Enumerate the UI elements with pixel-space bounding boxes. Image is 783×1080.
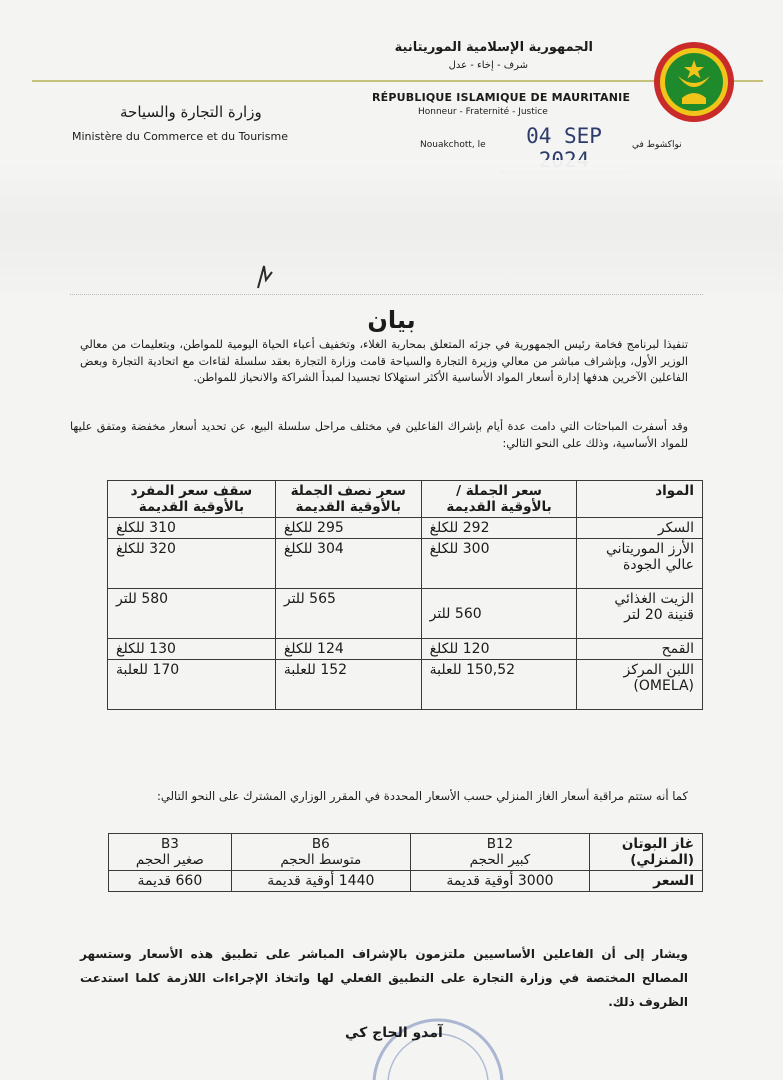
gas-price-table — [108, 833, 703, 892]
closing-paragraph: ويشار إلى أن الفاعلين الأساسيين ملتزمون بالإشراف المباشر على تطبيق هذه الأسعار وستسهر المصالح المختصة في وزارة التجارة على التطبيق الفعلي لها واتخاذ الإجراءات اللازمة كلما استدعت الظروف ذلك. — [80, 947, 688, 1009]
header-cell: سعر نصف الجملة بالأوقية القديمة — [275, 481, 421, 518]
table-row — [109, 871, 703, 892]
size-code: B12 — [486, 836, 514, 852]
gas-header-label: غاز البوتان (المنزلي) — [590, 834, 703, 871]
price-cell: 295 للكلغ — [275, 518, 421, 539]
price-cell: 130 للكلغ — [108, 639, 276, 660]
product-cell: السكر — [577, 518, 703, 539]
official-stamp-icon — [368, 1014, 508, 1080]
table-row — [108, 539, 703, 589]
document-title: بيان — [367, 306, 416, 334]
gas-size-cell — [231, 834, 410, 871]
republic-name-ar: الجمهورية الإسلامية الموريتانية — [394, 40, 593, 55]
price-cell: 152 للعلبة — [275, 660, 421, 710]
price-cell: 120 للكلغ — [421, 639, 577, 660]
place-label-fr: Nouakchott, le — [420, 140, 486, 150]
republic-name-fr: RÉPUBLIQUE ISLAMIQUE DE MAURITANIE — [372, 91, 631, 104]
price-cell: 320 للكلغ — [108, 539, 276, 589]
header-cell: المواد — [577, 481, 703, 518]
size-code: B6 — [311, 836, 330, 852]
product-cell: اللبن المركز (OMELA) — [577, 660, 703, 710]
header-cell: سقف سعر المفرد بالأوقية القديمة — [108, 481, 276, 518]
price-cell: 1440 أوقية قديمة — [231, 871, 410, 892]
table-row — [108, 660, 703, 710]
price-cell: 300 للكلغ — [421, 539, 577, 589]
ministry-name-ar: وزارة التجارة والسياحة — [120, 103, 262, 121]
product-cell: القمح — [577, 639, 703, 660]
motto-fr: Honneur - Fraternité - Justice — [418, 107, 548, 117]
initial-mark-icon — [250, 262, 280, 292]
document-date: 04 SEP — [500, 124, 628, 173]
table-row — [108, 639, 703, 660]
price-cell: 3000 أوقية قديمة — [410, 871, 589, 892]
place-label-ar: نواكشوط في — [632, 140, 682, 150]
price-table — [107, 480, 703, 710]
price-cell: 660 قديمة — [109, 871, 232, 892]
agreement-paragraph: وقد أسفرت المباحثات التي دامت عدة أيام بإشراك الفاعلين في مختلف مراحل سلسلة البيع، عن تحديد أسعار مخفضة ومتفق عليها للمواد الأساسية، وذلك على النحو التالي: — [70, 420, 688, 450]
price-cell: 565 للتر — [275, 589, 421, 639]
size-label: كبير الحجم — [469, 852, 531, 868]
price-label-cell: السعر — [590, 871, 703, 892]
size-code: B3 — [160, 836, 179, 852]
table-row — [108, 518, 703, 539]
motto-ar: شرف - إخاء - عدل — [448, 60, 528, 71]
size-label: متوسط الحجم — [280, 852, 362, 868]
national-emblem-icon — [652, 40, 736, 124]
table-row — [108, 589, 703, 639]
size-label: صغير الحجم — [135, 852, 204, 868]
gas-size-cell — [410, 834, 589, 871]
product-cell: الأرز الموريتاني عالي الجودة — [577, 539, 703, 589]
price-cell: 170 للعلبة — [108, 660, 276, 710]
signer-name: آمدو الحاج كي — [345, 1025, 443, 1041]
price-cell: 304 للكلغ — [275, 539, 421, 589]
gas-size-cell — [109, 834, 232, 871]
product-cell: الزيت الغذائي قنينة 20 لتر — [577, 589, 703, 639]
price-cell: 580 للتر — [108, 589, 276, 639]
table-header-row — [108, 481, 703, 518]
price-cell: 310 للكلغ — [108, 518, 276, 539]
reference-line — [70, 288, 703, 295]
table-header-row — [109, 834, 703, 871]
header-cell: سعر الجملة / بالأوقية القديمة — [421, 481, 577, 518]
intro-paragraph: تنفيذا لبرنامج فخامة رئيس الجمهورية في جزئه المتعلق بمحاربة الغلاء، وتخفيف أعباء الحياة اليومية للمواطن، وبتعليمات من معالي الوزير الأول، وبإشراف مباشر من معالي وزيرة التجارة والسياحة قامت وزارة التجارة بعقد سلسلة لقاءات مع اتحادية التجارة وبعض الفاعلين الآخرين هدفها إدارة أسعار المواد الأساسية الأكثر استهلاكا تجسيدا لمبدأ الشراكة والانحياز للمواطن. — [80, 338, 688, 384]
price-cell: 292 للكلغ — [421, 518, 577, 539]
ministry-name-fr: Ministère du Commerce et du Tourisme — [72, 130, 288, 143]
price-cell: 560 للتر — [421, 589, 577, 639]
redacted-area — [0, 160, 783, 295]
price-cell: 124 للكلغ — [275, 639, 421, 660]
gas-paragraph: كما أنه ستتم مراقبة أسعار الغاز المنزلي حسب الأسعار المحددة في المقرر الوزاري المشترك على النحو التالي: — [156, 789, 688, 803]
price-cell: 150,52 للعلبة — [421, 660, 577, 710]
